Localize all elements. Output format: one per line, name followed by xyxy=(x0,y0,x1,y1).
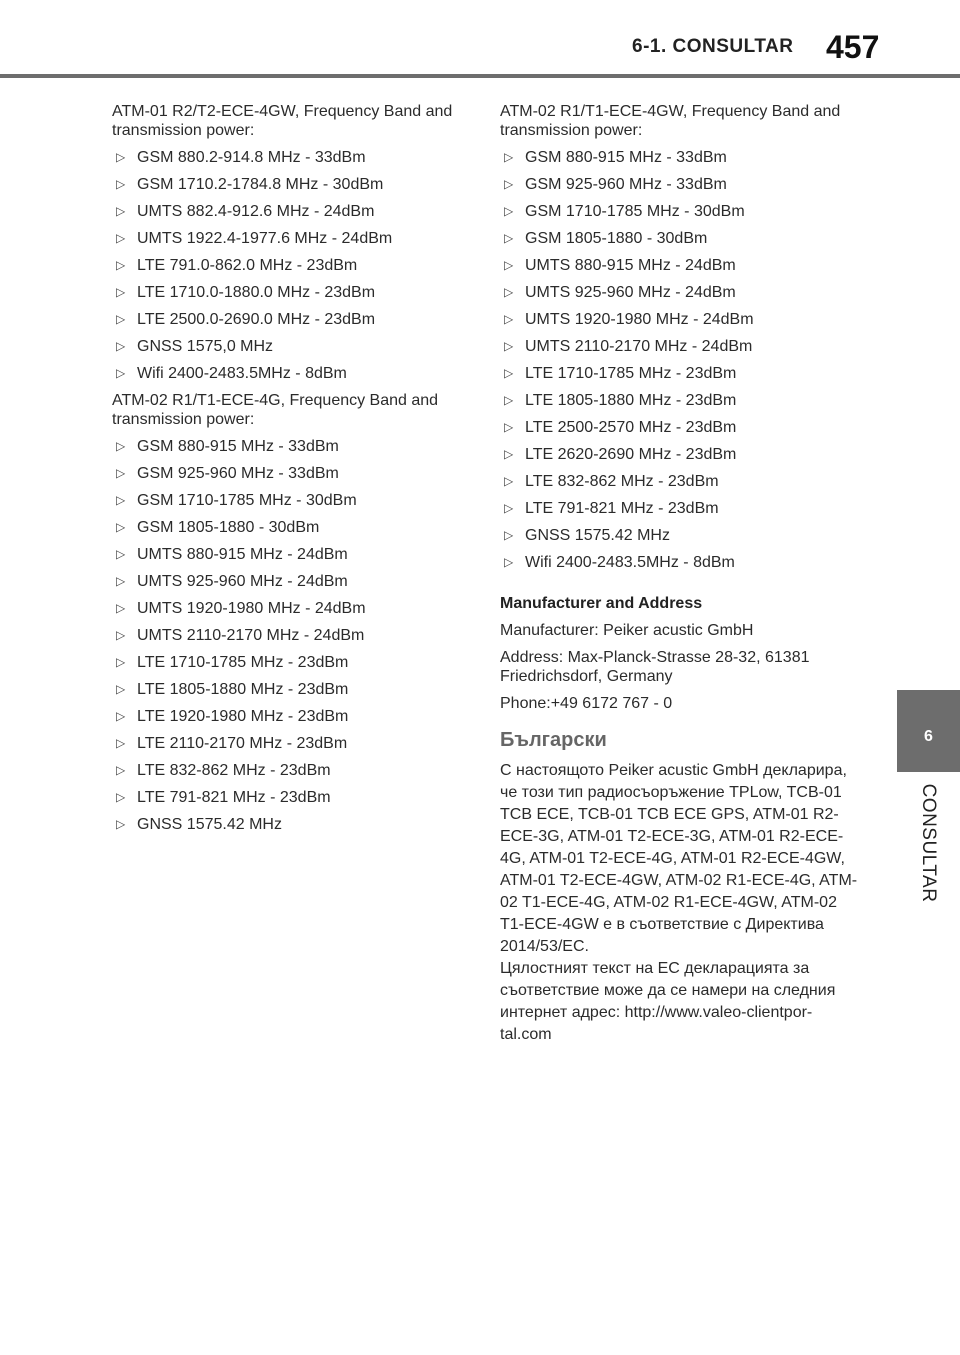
bullet-icon: ▷ xyxy=(116,574,126,588)
bullet-icon: ▷ xyxy=(504,420,514,434)
band-list-item xyxy=(112,148,472,175)
atm01-band-list xyxy=(112,148,472,391)
band-text: LTE 2500.0-2690.0 MHz - 23dBm xyxy=(137,311,376,328)
bulgarian-declaration: С настоящото Peiker acustic GmbH декларира, че този тип радиосъоръжение TPLow, TCB-01 TCB ECE, TCB-01 TCB ECE GPS, ATM-01 R2-ECE-3G, ATM-01 T2-ECE-3G, ATM-01 R2-ECE-4G, ATM-01 T2-ECE-4G, ATM-01 R2-ECE-4GW, ATM-01 T2-ECE-4GW, ATM-02 R1-ECE-4G, ATM-02 T1-ECE-4G, ATM-02 R1-ECE-4GW, ATM-02 T1-ECE-4GW е в съответствие с Директива 2014/53/ЕС. xyxy=(500,762,858,955)
bullet-icon: ▷ xyxy=(116,150,126,164)
band-list-item xyxy=(112,626,472,653)
band-list-item xyxy=(500,445,860,472)
bullet-icon: ▷ xyxy=(116,312,126,326)
band-text: GSM 1805-1880 - 30dBm xyxy=(137,519,320,536)
bullet-icon: ▷ xyxy=(504,528,514,542)
band-list-item xyxy=(112,761,472,788)
band-text: UMTS 882.4-912.6 MHz - 24dBm xyxy=(137,203,375,220)
bullet-icon: ▷ xyxy=(504,555,514,569)
band-list-item xyxy=(112,491,472,518)
atm01-intro: ATM-01 R2/T2-ECE-4GW, Frequency Band and transmission power: xyxy=(112,103,453,139)
atm02-band-list xyxy=(112,437,472,842)
band-list-item xyxy=(500,229,860,256)
band-text: UMTS 925-960 MHz - 24dBm xyxy=(137,573,348,590)
band-text: GSM 880-915 MHz - 33dBm xyxy=(137,438,339,455)
bullet-icon: ▷ xyxy=(116,339,126,353)
band-text: GSM 880-915 MHz - 33dBm xyxy=(525,149,727,166)
bullet-icon: ▷ xyxy=(504,339,514,353)
bullet-icon: ▷ xyxy=(116,177,126,191)
band-list-item xyxy=(112,256,472,283)
bullet-icon: ▷ xyxy=(116,466,126,480)
section-title: 6-1. CONSULTAR xyxy=(632,36,794,57)
band-list-item xyxy=(500,472,860,499)
band-text: GNSS 1575.42 MHz xyxy=(525,527,670,544)
bulgarian-heading: Български xyxy=(500,729,607,751)
band-list-item xyxy=(112,337,472,364)
bullet-icon: ▷ xyxy=(504,258,514,272)
chapter-label: CONSULTAR xyxy=(918,783,939,903)
bullet-icon: ▷ xyxy=(504,447,514,461)
band-list-item xyxy=(112,364,472,391)
band-text: UMTS 925-960 MHz - 24dBm xyxy=(525,284,736,301)
band-text: UMTS 1920-1980 MHz - 24dBm xyxy=(137,600,366,617)
band-list-item xyxy=(500,391,860,418)
band-text: LTE 1805-1880 MHz - 23dBm xyxy=(525,392,737,409)
band-list-item xyxy=(112,518,472,545)
band-list-item xyxy=(500,283,860,310)
band-list-item xyxy=(112,229,472,256)
band-text: GSM 925-960 MHz - 33dBm xyxy=(137,465,339,482)
band-list-item xyxy=(500,364,860,391)
chapter-tab xyxy=(897,690,960,772)
atm02gw-band-list xyxy=(500,148,860,580)
band-list-item xyxy=(112,680,472,707)
band-list-item xyxy=(500,526,860,553)
band-list-item xyxy=(112,283,472,310)
band-text: LTE 832-862 MHz - 23dBm xyxy=(525,473,719,490)
left-column xyxy=(112,102,472,842)
bullet-icon: ▷ xyxy=(504,501,514,515)
band-text: LTE 1710.0-1880.0 MHz - 23dBm xyxy=(137,284,376,301)
band-list-item xyxy=(112,545,472,572)
phone-line: Phone:+49 6172 767 - 0 xyxy=(500,695,673,712)
manufacturer-line: Manufacturer: Peiker acustic GmbH xyxy=(500,622,754,639)
band-text: UMTS 880-915 MHz - 24dBm xyxy=(137,546,348,563)
band-list-item xyxy=(112,437,472,464)
band-text: LTE 832-862 MHz - 23dBm xyxy=(137,762,331,779)
band-list-item xyxy=(112,572,472,599)
band-text: LTE 1920-1980 MHz - 23dBm xyxy=(137,708,349,725)
bullet-icon: ▷ xyxy=(504,393,514,407)
bullet-icon: ▷ xyxy=(504,150,514,164)
bullet-icon: ▷ xyxy=(116,439,126,453)
band-list-item xyxy=(112,464,472,491)
band-list-item xyxy=(112,653,472,680)
bullet-icon: ▷ xyxy=(116,493,126,507)
bulgarian-url-note: Цялостният текст на ЕС декларацията за съответствие може да се намери на следния интернет адрес: http://www.valeo-clientpor-tal.com xyxy=(500,960,836,1043)
band-list-item xyxy=(112,175,472,202)
band-list-item xyxy=(500,256,860,283)
bullet-icon: ▷ xyxy=(116,601,126,615)
band-list-item xyxy=(500,175,860,202)
page-number: 457 xyxy=(826,29,880,65)
band-list-item xyxy=(112,815,472,842)
bullet-icon: ▷ xyxy=(116,520,126,534)
address-line: Address: Max-Planck-Strasse 28-32, 61381 Friedrichsdorf, Germany xyxy=(500,649,810,685)
band-list-item xyxy=(112,788,472,815)
band-text: LTE 791-821 MHz - 23dBm xyxy=(525,500,719,517)
bullet-icon: ▷ xyxy=(116,817,126,831)
bullet-icon: ▷ xyxy=(116,763,126,777)
band-list-item xyxy=(500,418,860,445)
page-header xyxy=(0,0,960,80)
atm02gw-intro: ATM-02 R1/T1-ECE-4GW, Frequency Band and transmission power: xyxy=(500,103,841,139)
band-text: LTE 2110-2170 MHz - 23dBm xyxy=(137,735,348,752)
bullet-icon: ▷ xyxy=(116,628,126,642)
bullet-icon: ▷ xyxy=(116,258,126,272)
band-text: LTE 2620-2690 MHz - 23dBm xyxy=(525,446,737,463)
bullet-icon: ▷ xyxy=(116,285,126,299)
bullet-icon: ▷ xyxy=(504,285,514,299)
band-text: UMTS 1920-1980 MHz - 24dBm xyxy=(525,311,754,328)
bullet-icon: ▷ xyxy=(504,204,514,218)
bullet-icon: ▷ xyxy=(116,790,126,804)
bullet-icon: ▷ xyxy=(504,312,514,326)
band-text: GSM 1710-1785 MHz - 30dBm xyxy=(525,203,745,220)
band-list-item xyxy=(500,148,860,175)
bullet-icon: ▷ xyxy=(116,231,126,245)
band-list-item xyxy=(112,202,472,229)
band-text: GSM 925-960 MHz - 33dBm xyxy=(525,176,727,193)
bullet-icon: ▷ xyxy=(504,366,514,380)
band-text: GNSS 1575.42 MHz xyxy=(137,816,282,833)
band-text: UMTS 1922.4-1977.6 MHz - 24dBm xyxy=(137,230,393,247)
bullet-icon: ▷ xyxy=(116,682,126,696)
band-text: LTE 2500-2570 MHz - 23dBm xyxy=(525,419,737,436)
bullet-icon: ▷ xyxy=(504,474,514,488)
band-list-item xyxy=(500,202,860,229)
band-text: UMTS 880-915 MHz - 24dBm xyxy=(525,257,736,274)
band-text: LTE 1710-1785 MHz - 23dBm xyxy=(525,365,737,382)
bullet-icon: ▷ xyxy=(116,709,126,723)
bullet-icon: ▷ xyxy=(116,366,126,380)
band-list-item xyxy=(500,337,860,364)
bullet-icon: ▷ xyxy=(504,177,514,191)
band-text: Wifi 2400-2483.5MHz - 8dBm xyxy=(525,554,735,571)
band-list-item xyxy=(500,310,860,337)
band-text: LTE 1710-1785 MHz - 23dBm xyxy=(137,654,349,671)
band-text: LTE 791-821 MHz - 23dBm xyxy=(137,789,331,806)
bullet-icon: ▷ xyxy=(116,655,126,669)
right-column xyxy=(500,102,860,1046)
bullet-icon: ▷ xyxy=(116,204,126,218)
band-list-item xyxy=(112,599,472,626)
band-text: LTE 1805-1880 MHz - 23dBm xyxy=(137,681,349,698)
bullet-icon: ▷ xyxy=(504,231,514,245)
chapter-number: 6 xyxy=(924,728,933,745)
band-text: GSM 1710-1785 MHz - 30dBm xyxy=(137,492,357,509)
band-list-item xyxy=(500,553,860,580)
band-text: Wifi 2400-2483.5MHz - 8dBm xyxy=(137,365,347,382)
band-list-item xyxy=(112,310,472,337)
bullet-icon: ▷ xyxy=(116,736,126,750)
band-text: UMTS 2110-2170 MHz - 24dBm xyxy=(525,338,753,355)
band-text: GNSS 1575,0 MHz xyxy=(137,338,274,355)
atm02-intro: ATM-02 R1/T1-ECE-4G, Frequency Band and transmission power: xyxy=(112,392,439,428)
manufacturer-heading: Manufacturer and Address xyxy=(500,595,703,612)
band-text: GSM 1805-1880 - 30dBm xyxy=(525,230,708,247)
header-rule xyxy=(0,74,960,78)
band-list-item xyxy=(112,734,472,761)
band-text: GSM 880.2-914.8 MHz - 33dBm xyxy=(137,149,366,166)
band-text: GSM 1710.2-1784.8 MHz - 30dBm xyxy=(137,176,384,193)
band-text: UMTS 2110-2170 MHz - 24dBm xyxy=(137,627,365,644)
band-text: LTE 791.0-862.0 MHz - 23dBm xyxy=(137,257,358,274)
bullet-icon: ▷ xyxy=(116,547,126,561)
band-list-item xyxy=(500,499,860,526)
band-list-item xyxy=(112,707,472,734)
